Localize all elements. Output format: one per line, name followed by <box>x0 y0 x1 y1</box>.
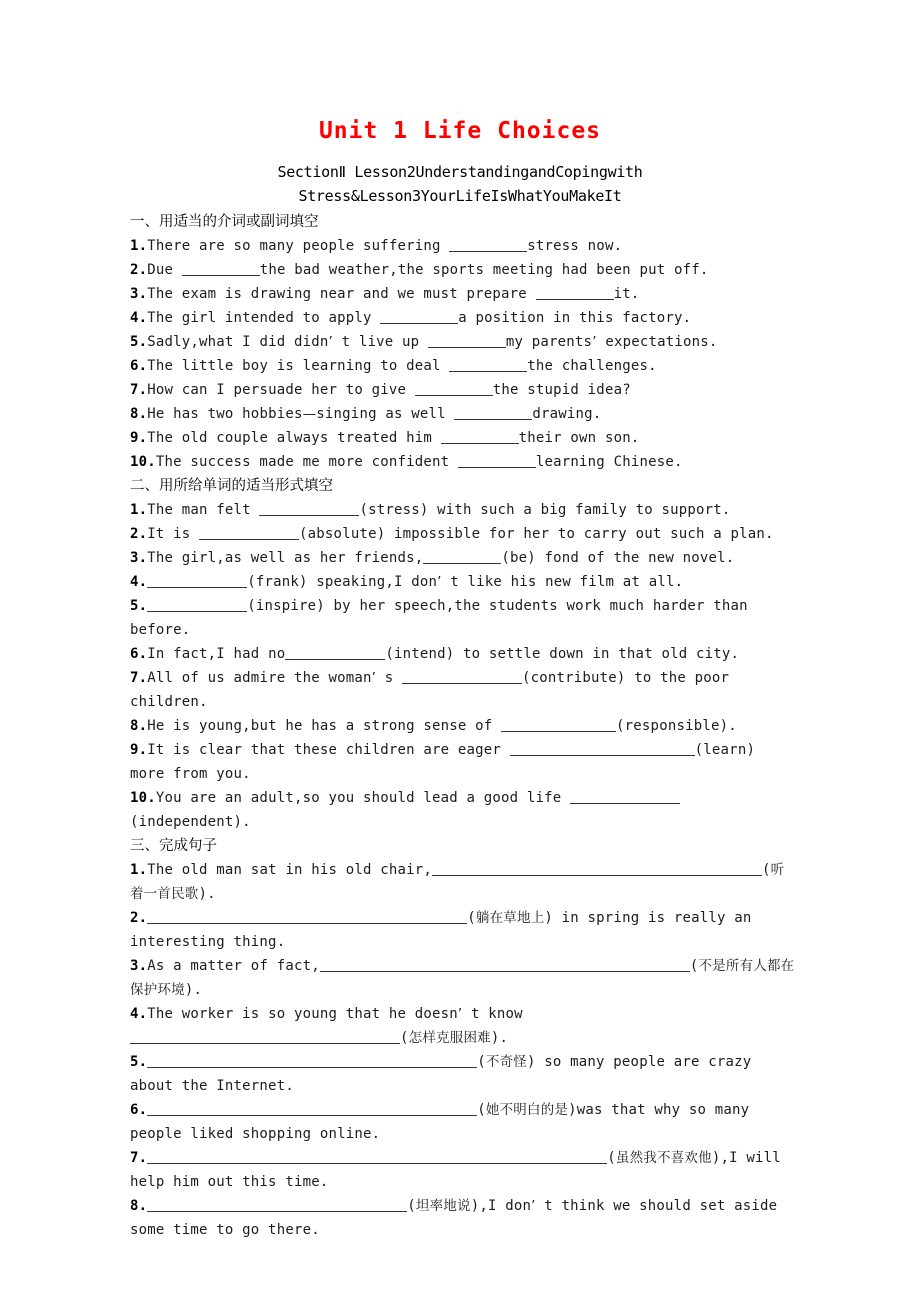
item-text-after-blank: 虽然我不喜欢他 <box>615 1150 712 1166</box>
item-text-after-blank: expectations. <box>596 334 718 350</box>
item-text-after-blank: (intend) to settle down in that old city. <box>385 646 740 662</box>
item-text-after-blank: ( <box>467 910 476 926</box>
item-text-after-blank: the stupid idea? <box>492 382 631 398</box>
exercise-item <box>130 306 795 330</box>
item-number: 8. <box>130 406 148 422</box>
item-number: 8. <box>130 1198 148 1214</box>
exercise-item <box>130 378 795 402</box>
item-text-after-blank: ( <box>477 1054 486 1070</box>
item-text-after-blank: the bad weather,the sports meeting had been put off. <box>259 262 709 278</box>
exercise-item <box>130 282 795 306</box>
item-text-after-blank: 不是所有人都在保护环境 <box>130 958 795 998</box>
item-number: 5. <box>130 598 148 614</box>
item-text-before-blank: t live up <box>332 334 428 350</box>
item-text-before-blank: It is clear that these children are eager <box>147 742 510 758</box>
item-text-before-blank: As a matter of fact, <box>147 958 320 974</box>
item-text-after-blank: 不奇怪 <box>485 1054 528 1070</box>
exercise-item <box>130 594 795 642</box>
answer-blank[interactable] <box>458 454 536 468</box>
item-text-before-blank: There are so many people suffering <box>147 238 450 254</box>
item-text-before-blank: The worker is so young that he doesn <box>147 1006 458 1022</box>
answer-blank[interactable] <box>320 958 690 972</box>
exercise-item <box>130 1050 795 1098</box>
item-text-after-blank: their own son. <box>518 430 640 446</box>
item-text-after-blank: (learn) more from you. <box>130 742 756 782</box>
item-text-before-blank: t know <box>462 1006 523 1022</box>
item-text-after-blank: (be) fond of the new novel. <box>501 550 735 566</box>
item-number: 4. <box>130 310 148 326</box>
answer-blank[interactable] <box>441 430 519 444</box>
answer-blank[interactable] <box>432 862 762 876</box>
item-text-before-blank: He has two hobbies <box>147 406 303 422</box>
item-number: 8. <box>130 718 148 734</box>
answer-blank[interactable] <box>147 574 247 588</box>
exercise-item <box>130 546 795 570</box>
item-number: 6. <box>130 646 148 662</box>
item-text-before-blank: Sadly,what I did didn <box>147 334 329 350</box>
exercise-item <box>130 714 795 738</box>
item-text-after-blank: (independent). <box>130 814 251 830</box>
exercise-item <box>130 570 795 594</box>
item-text-after-blank: (responsible). <box>616 718 737 734</box>
section-heading: 二、用所给单词的适当形式填空 <box>130 478 333 494</box>
item-text-before-blank: The little boy is learning to deal <box>147 358 450 374</box>
item-number: 6. <box>130 1102 148 1118</box>
answer-blank[interactable] <box>423 550 501 564</box>
answer-blank[interactable] <box>147 1102 477 1116</box>
item-text-after-blank: learning Chinese. <box>535 454 683 470</box>
item-text-after-blank: stress now. <box>527 238 623 254</box>
exercise-item <box>130 426 795 450</box>
item-text-before-blank: In fact,I had no <box>147 646 286 662</box>
item-text-after-blank: 坦率地说 <box>415 1198 471 1214</box>
item-number: 9. <box>130 430 148 446</box>
exercise-item <box>130 858 795 906</box>
exercise-item <box>130 906 795 954</box>
item-text-before-blank: — <box>302 406 317 422</box>
exercise-item <box>130 402 795 426</box>
item-number: 10. <box>130 790 156 806</box>
item-number: 3. <box>130 286 148 302</box>
section-heading: 一、用适当的介词或副词填空 <box>130 214 319 230</box>
item-text-before-blank: The success made me more confident <box>155 454 458 470</box>
exercise-item <box>130 1002 795 1050</box>
answer-blank[interactable] <box>147 1054 477 1068</box>
exercise-item <box>130 522 795 546</box>
answer-blank[interactable] <box>130 1030 400 1044</box>
item-text-after-blank: ). <box>198 886 216 902</box>
subtitle-line-1: SectionⅡ Lesson2UnderstandingandCopingwith <box>277 163 643 181</box>
item-number: 1. <box>130 502 148 518</box>
item-text-after-blank: ( <box>607 1150 616 1166</box>
answer-blank[interactable] <box>259 502 359 516</box>
item-text-after-blank: the challenges. <box>527 358 657 374</box>
answer-blank[interactable] <box>428 334 506 348</box>
item-text-before-blank: He is young,but he has a strong sense of <box>147 718 502 734</box>
item-text-after-blank: ). <box>184 982 203 998</box>
item-number: 7. <box>130 382 148 398</box>
item-text-after-blank: ( <box>762 862 771 878</box>
item-text-before-blank: How can I persuade her to give <box>147 382 415 398</box>
answer-blank[interactable] <box>536 286 614 300</box>
item-text-after-blank: ’ <box>592 334 597 350</box>
exercise-item <box>130 330 795 354</box>
item-number: 5. <box>130 334 148 350</box>
exercise-item <box>130 666 795 714</box>
item-text-after-blank: drawing. <box>532 406 602 422</box>
answer-blank[interactable] <box>182 262 260 276</box>
item-text-before-blank: The girl,as well as her friends, <box>147 550 424 566</box>
item-text-after-blank: my parents <box>505 334 593 350</box>
answer-blank[interactable] <box>147 910 467 924</box>
item-text-after-blank: 听着一首民歌 <box>130 862 785 902</box>
answer-blank[interactable] <box>449 358 527 372</box>
item-number: 7. <box>130 1150 148 1166</box>
item-text-after-blank: ( <box>689 958 699 974</box>
item-text-after-blank: 躺在草地上 <box>475 910 545 926</box>
item-text-before-blank: ’ <box>328 334 333 350</box>
item-text-after-blank: ),I will help him out this time. <box>130 1150 781 1190</box>
exercise-body <box>130 210 795 1242</box>
item-number: 3. <box>130 958 148 974</box>
item-text-after-blank: it. <box>613 286 640 302</box>
page-title: Unit 1 Life Choices <box>318 118 602 144</box>
answer-blank[interactable] <box>415 382 493 396</box>
item-number: 1. <box>130 238 148 254</box>
item-number: 3. <box>130 550 148 566</box>
item-text-after-blank: (absolute) impossible for her to carry out such a plan. <box>299 526 774 542</box>
item-text-before-blank: All of us admire the woman <box>147 670 372 686</box>
exercise-item <box>130 450 795 474</box>
exercise-item <box>130 1098 795 1146</box>
section-heading: 三、完成句子 <box>130 838 217 854</box>
item-text-before-blank: The old man sat in his old chair, <box>147 862 433 878</box>
item-text-after-blank: t think we should set aside some time to go there. <box>130 1198 778 1238</box>
item-text-after-blank: 怎样克服困难 <box>408 1030 491 1046</box>
answer-blank[interactable] <box>449 238 527 252</box>
answer-blank[interactable] <box>147 1150 607 1164</box>
item-number: 2. <box>130 262 148 278</box>
exercise-item <box>130 642 795 666</box>
item-number: 5. <box>130 1054 148 1070</box>
item-text-before-blank: singing as well <box>316 406 455 422</box>
exercise-item <box>130 954 795 1002</box>
answer-blank[interactable] <box>147 1198 407 1212</box>
item-text-after-blank: t like his new film at all. <box>441 574 684 590</box>
answer-blank[interactable] <box>501 718 616 732</box>
item-number: 2. <box>130 526 148 542</box>
subtitle-line-2: Stress&Lesson3YourLifeIsWhatYouMakeIt <box>298 187 622 205</box>
item-text-before-blank: The man felt <box>147 502 260 518</box>
exercise-item <box>130 258 795 282</box>
item-text-after-blank: ’ <box>437 574 442 590</box>
item-text-before-blank: Due <box>147 262 182 278</box>
item-number: 4. <box>130 574 148 590</box>
item-text-before-blank: ’ <box>371 670 377 686</box>
item-text-before-blank: s <box>376 670 403 686</box>
item-number: 10. <box>130 454 156 470</box>
answer-blank[interactable] <box>402 670 522 684</box>
item-text-before-blank: You are an adult,so you should lead a good life <box>155 790 571 806</box>
item-text-after-blank: ( <box>407 1198 416 1214</box>
item-text-before-blank: The exam is drawing near and we must prepare <box>147 286 536 302</box>
item-text-before-blank: It is <box>147 526 200 542</box>
answer-blank[interactable] <box>285 646 385 660</box>
exercise-item <box>130 738 795 786</box>
item-text-after-blank: ’ <box>531 1198 536 1214</box>
item-text-after-blank: (inspire) by her speech,the students work much harder than before. <box>130 598 748 638</box>
answer-blank[interactable] <box>199 526 299 540</box>
item-number: 7. <box>130 670 148 686</box>
answer-blank[interactable] <box>510 742 695 756</box>
answer-blank[interactable] <box>570 790 680 804</box>
item-text-before-blank: The old couple always treated him <box>147 430 441 446</box>
item-text-after-blank: (frank) speaking,I don <box>247 574 438 590</box>
item-number: 9. <box>130 742 148 758</box>
exercise-item <box>130 498 795 522</box>
item-text-after-blank: ) in spring is really an interesting thing. <box>130 910 752 950</box>
exercise-item <box>130 1194 795 1242</box>
exercise-item <box>130 234 795 258</box>
item-text-after-blank: (stress) with such a big family to support. <box>359 502 731 518</box>
exercise-item <box>130 354 795 378</box>
answer-blank[interactable] <box>454 406 532 420</box>
item-number: 1. <box>130 862 148 878</box>
answer-blank[interactable] <box>147 598 247 612</box>
item-text-before-blank: The girl intended to apply <box>147 310 381 326</box>
answer-blank[interactable] <box>380 310 458 324</box>
item-text-before-blank: ’ <box>457 1006 463 1022</box>
exercise-item <box>130 786 795 834</box>
item-number: 4. <box>130 1006 148 1022</box>
item-text-after-blank: ) so many people are crazy about the Internet. <box>130 1054 752 1094</box>
item-text-after-blank: ( <box>477 1102 486 1118</box>
exercise-item <box>130 1146 795 1194</box>
item-text-after-blank: ),I don <box>470 1198 532 1214</box>
item-text-after-blank: ). <box>490 1030 509 1046</box>
item-text-after-blank: ( <box>400 1030 409 1046</box>
item-text-after-blank: 她不明白的是 <box>485 1102 569 1118</box>
item-text-after-blank: a position in this factory. <box>458 310 692 326</box>
item-number: 6. <box>130 358 148 374</box>
item-text-after-blank: )was that why so many people liked shopping online. <box>130 1102 750 1142</box>
item-number: 2. <box>130 910 148 926</box>
item-text-after-blank: (contribute) to the poor children. <box>130 670 730 710</box>
